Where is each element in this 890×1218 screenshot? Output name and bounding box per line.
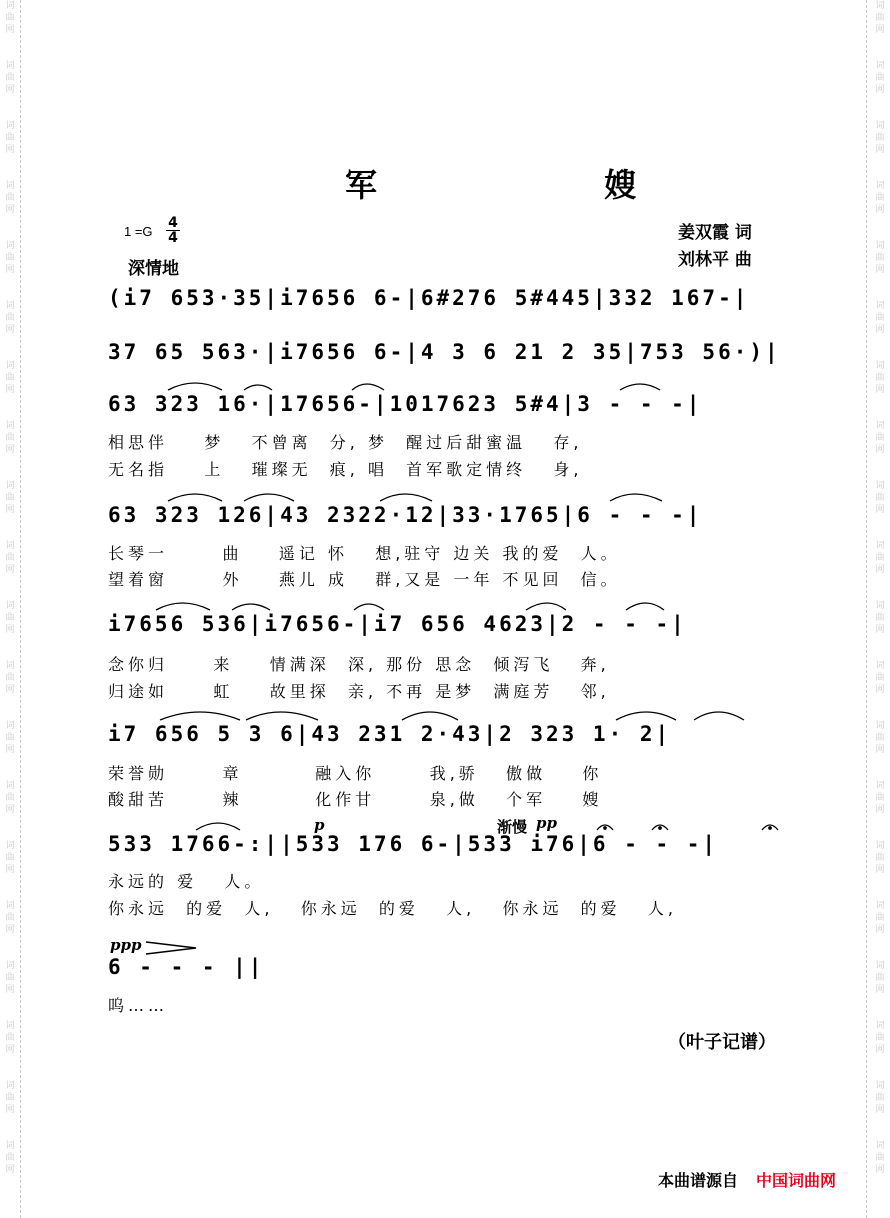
lyric-line-3: 长琴一 曲 遥记 怀 想,驻守 边关 我的爱 人。 [108, 544, 621, 563]
lyric-line-2: 无名指 上 璀璨无 痕, 唱 首军歌定情终 身, [108, 460, 583, 479]
staff-line-8: 6 - - - || [108, 955, 265, 979]
staff-line-2: 37 65 563·|i7656 6-|4 3 6 21 2 35|753 56·)| [108, 340, 781, 364]
dynamic-pp: pp [536, 814, 557, 832]
source-footer [658, 1168, 836, 1191]
source-site-link[interactable]: 中国词曲网 [756, 1171, 837, 1190]
tempo-ritardando: 渐慢 [497, 818, 528, 836]
song-title: 军 嫂 [345, 166, 745, 204]
watermark-right: 词 曲 网 词 曲 网 词 曲 网 词 曲 网 词 曲 网 词 曲 网 词 曲 网 词 曲 网 词 曲 网 词 曲 网 词 曲 网 词 曲 网 词 曲 网 词 曲 网 词 曲 网 词 曲 网 词 曲 网 词 曲 网 词 曲 网 词 曲 网 [875, 1, 885, 1175]
lyric-line-1: 相思伴 梦 不曾离 分, 梦 醒过后甜蜜温 存, [108, 433, 583, 452]
transcriber-note: （叶子记谱） [668, 1032, 776, 1053]
staff-line-7: 533 1766-:||533 176 6-|533 i76|6 - - -| [108, 832, 719, 856]
time-sig-top: 4 [168, 215, 178, 231]
lyric-line-7: 荣誉勋 章 融入你 我,骄 傲做 你 [108, 764, 603, 783]
staff-line-4: 63 323 126|43 2322·12|33·1765|6 - - -| [108, 503, 703, 527]
lyric-line-6: 归途如 虹 故里探 亲, 不再 是梦 满庭芳 邻, [108, 682, 610, 701]
staff-line-5: i7656 536|i7656-|i7 656 4623|2 - - -| [108, 612, 687, 636]
key-signature: 1 =G [124, 224, 153, 239]
mood-marking: 深情地 [128, 259, 179, 279]
staff-line-1: (i7 653·35|i7656 6-|6#276 5#445|332 167-| [108, 286, 750, 310]
lyric-line-10: 你永远 的爱 人, 你永远 的爱 人, 你永远 的爱 人, [108, 899, 677, 918]
staff-line-6: i7 656 5 3 6|43 231 2·43|2 323 1· 2| [108, 722, 672, 746]
time-sig-bottom: 4 [168, 230, 178, 246]
lyric-line-9: 永远的 爱 人。 [108, 872, 265, 891]
watermark-left: 词 曲 网 词 曲 网 词 曲 网 词 曲 网 词 曲 网 词 曲 网 词 曲 网 词 曲 网 词 曲 网 词 曲 网 词 曲 网 词 曲 网 词 曲 网 词 曲 网 词 曲 网 词 曲 网 词 曲 网 词 曲 网 词 曲 网 词 曲 网 [5, 1, 15, 1175]
lyric-line-4: 望着窗 外 燕儿 成 群,又是 一年 不见回 信。 [108, 570, 621, 589]
composer-credit: 刘林平 曲 [678, 250, 752, 270]
dynamic-p: p [314, 816, 325, 834]
source-prefix: 本曲谱源自 [658, 1171, 739, 1190]
lyric-line-11: 呜…… [108, 996, 169, 1015]
lyric-line-5: 念你归 来 情满深 深, 那份 思念 倾泻飞 奔, [108, 655, 610, 674]
lyric-line-8: 酸甜苦 辣 化作甘 泉,做 个军 嫂 [108, 790, 603, 809]
dynamic-ppp: ppp [110, 936, 142, 954]
lyricist-credit: 姜双霞 词 [678, 223, 752, 243]
staff-line-3: 63 323 16·|17656-|1017623 5#4|3 - - -| [108, 392, 703, 416]
